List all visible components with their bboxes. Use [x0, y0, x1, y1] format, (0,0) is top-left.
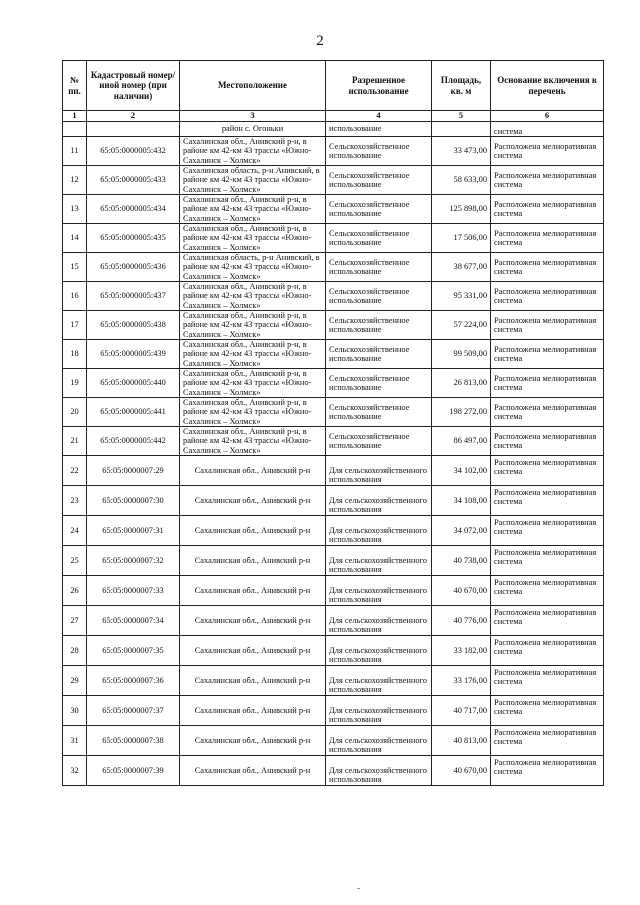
- table-row: [63, 427, 604, 456]
- table-row: [63, 666, 604, 696]
- table-row: [63, 696, 604, 726]
- area-value: 34 102,00: [432, 456, 491, 486]
- continuation-location: район с. Огоньки: [180, 122, 326, 137]
- page-number: 2: [316, 33, 324, 49]
- permitted-use: Для сельскохозяйственного использования: [326, 546, 432, 576]
- location: Сахалинская обл., Анивский р-н: [180, 456, 326, 486]
- cadastral-number: 65:05:0000005:435: [87, 224, 180, 253]
- location: Сахалинская обл., Анивский р-н, в районе км 42-км 43 трассы «Южно-Сахалинск – Холмск»: [180, 282, 326, 311]
- row-number: 24: [63, 516, 87, 546]
- row-number: 31: [63, 726, 87, 756]
- location: Сахалинская обл., Анивский р-н, в районе км 42-км 43 трассы «Южно-Сахалинск – Холмск»: [180, 369, 326, 398]
- table-row: [63, 546, 604, 576]
- inclusion-basis: Расположена мелиоративная система: [491, 427, 604, 456]
- table-row: [63, 636, 604, 666]
- column-number: 5: [432, 111, 491, 122]
- location: Сахалинская обл., Анивский р-н: [180, 696, 326, 726]
- continuation-row: [63, 122, 604, 137]
- permitted-use: Для сельскохозяйственного использования: [326, 486, 432, 516]
- inclusion-basis: Расположена мелиоративная система: [491, 340, 604, 369]
- row-number: 28: [63, 636, 87, 666]
- continuation-basis: система: [491, 122, 604, 137]
- inclusion-basis: Расположена мелиоративная система: [491, 666, 604, 696]
- permitted-use: Сельскохозяйственное использование: [326, 369, 432, 398]
- location: Сахалинская область, р-н Анивский, в районе км 42-км 43 трассы «Южно-Сахалинск – Холмск»: [180, 253, 326, 282]
- location: Сахалинская обл., Анивский р-н: [180, 486, 326, 516]
- permitted-use: Для сельскохозяйственного использования: [326, 666, 432, 696]
- permitted-use: Для сельскохозяйственного использования: [326, 576, 432, 606]
- permitted-use: Сельскохозяйственное использование: [326, 253, 432, 282]
- row-number: 23: [63, 486, 87, 516]
- cadastral-number: 65:05:0000007:38: [87, 726, 180, 756]
- area-value: 34 072,00: [432, 516, 491, 546]
- location: Сахалинская обл., Анивский р-н: [180, 726, 326, 756]
- row-number: 18: [63, 340, 87, 369]
- area-value: 86 497,00: [432, 427, 491, 456]
- location: Сахалинская обл., Анивский р-н: [180, 606, 326, 636]
- area-value: 58 633,00: [432, 166, 491, 195]
- cadastral-number: 65:05:0000007:36: [87, 666, 180, 696]
- row-number: 26: [63, 576, 87, 606]
- cadastral-number: 65:05:0000007:31: [87, 516, 180, 546]
- permitted-use: Для сельскохозяйственного использования: [326, 636, 432, 666]
- row-number: 17: [63, 311, 87, 340]
- row-number: 13: [63, 195, 87, 224]
- permitted-use: Для сельскохозяйственного использования: [326, 756, 432, 786]
- area-value: 40 717,00: [432, 696, 491, 726]
- column-number-row: [63, 111, 604, 122]
- table-row: [63, 224, 604, 253]
- cadastral-number: 65:05:0000005:437: [87, 282, 180, 311]
- table-row: [63, 456, 604, 486]
- table-row: [63, 340, 604, 369]
- header-area: Площадь, кв. м: [432, 61, 491, 111]
- inclusion-basis: Расположена мелиоративная система: [491, 486, 604, 516]
- location: Сахалинская обл., Анивский р-н: [180, 756, 326, 786]
- land-plots-table: [62, 60, 604, 786]
- row-number: 11: [63, 137, 87, 166]
- table-body: [63, 122, 604, 786]
- area-value: 33 182,00: [432, 636, 491, 666]
- area-value: 40 670,00: [432, 756, 491, 786]
- permitted-use: Сельскохозяйственное использование: [326, 166, 432, 195]
- header-no: № пп.: [63, 61, 87, 111]
- row-number: 12: [63, 166, 87, 195]
- inclusion-basis: Расположена мелиоративная система: [491, 576, 604, 606]
- inclusion-basis: Расположена мелиоративная система: [491, 606, 604, 636]
- table-row: [63, 756, 604, 786]
- location: Сахалинская обл., Анивский р-н: [180, 546, 326, 576]
- permitted-use: Сельскохозяйственное использование: [326, 427, 432, 456]
- table-row: [63, 137, 604, 166]
- cadastral-number: 65:05:0000007:34: [87, 606, 180, 636]
- column-number: 1: [63, 111, 87, 122]
- location: Сахалинская обл., Анивский р-н: [180, 576, 326, 606]
- column-number: 6: [491, 111, 604, 122]
- cadastral-number: 65:05:0000005:438: [87, 311, 180, 340]
- inclusion-basis: Расположена мелиоративная система: [491, 546, 604, 576]
- cadastral-number: 65:05:0000007:33: [87, 576, 180, 606]
- area-value: 95 331,00: [432, 282, 491, 311]
- column-number: 2: [87, 111, 180, 122]
- area-value: 33 473,00: [432, 137, 491, 166]
- location: Сахалинская обл., Анивский р-н, в районе км 42-км 43 трассы «Южно-Сахалинск – Холмск»: [180, 137, 326, 166]
- area-value: 33 176,00: [432, 666, 491, 696]
- location: Сахалинская обл., Анивский р-н: [180, 666, 326, 696]
- header-location: Местоположение: [180, 61, 326, 111]
- inclusion-basis: Расположена мелиоративная система: [491, 224, 604, 253]
- table-header-row: [63, 61, 604, 111]
- table-row: [63, 726, 604, 756]
- area-value: 40 670,00: [432, 576, 491, 606]
- column-number: 4: [326, 111, 432, 122]
- inclusion-basis: Расположена мелиоративная система: [491, 456, 604, 486]
- table-row: [63, 282, 604, 311]
- row-number: 20: [63, 398, 87, 427]
- area-value: 17 506,00: [432, 224, 491, 253]
- permitted-use: Сельскохозяйственное использование: [326, 311, 432, 340]
- permitted-use: Сельскохозяйственное использование: [326, 282, 432, 311]
- inclusion-basis: Расположена мелиоративная система: [491, 137, 604, 166]
- table-row: [63, 606, 604, 636]
- location: Сахалинская обл., Анивский р-н: [180, 516, 326, 546]
- inclusion-basis: Расположена мелиоративная система: [491, 696, 604, 726]
- permitted-use: Для сельскохозяйственного использования: [326, 456, 432, 486]
- location: Сахалинская обл., Анивский р-н, в районе км 42-км 43 трассы «Южно-Сахалинск – Холмск»: [180, 398, 326, 427]
- cadastral-number: 65:05:0000005:432: [87, 137, 180, 166]
- cadastral-number: 65:05:0000005:440: [87, 369, 180, 398]
- location: Сахалинская обл., Анивский р-н, в районе км 42-км 43 трассы «Южно-Сахалинск – Холмск»: [180, 427, 326, 456]
- inclusion-basis: Расположена мелиоративная система: [491, 516, 604, 546]
- cadastral-number: 65:05:0000007:39: [87, 756, 180, 786]
- cadastral-number: 65:05:0000007:30: [87, 486, 180, 516]
- table-row: [63, 166, 604, 195]
- inclusion-basis: Расположена мелиоративная система: [491, 311, 604, 340]
- area-value: 125 898,00: [432, 195, 491, 224]
- row-number: 15: [63, 253, 87, 282]
- area-value: 99 509,00: [432, 340, 491, 369]
- table-row: [63, 486, 604, 516]
- location: Сахалинская обл., Анивский р-н, в районе км 42-км 43 трассы «Южно-Сахалинск – Холмск»: [180, 340, 326, 369]
- row-number: 19: [63, 369, 87, 398]
- table-row: [63, 369, 604, 398]
- cadastral-number: 65:05:0000005:439: [87, 340, 180, 369]
- cadastral-number: 65:05:0000005:441: [87, 398, 180, 427]
- area-value: 40 738,00: [432, 546, 491, 576]
- row-number: 16: [63, 282, 87, 311]
- area-value: 26 813,00: [432, 369, 491, 398]
- header-basis: Основание включения в перечень: [491, 61, 604, 111]
- inclusion-basis: Расположена мелиоративная система: [491, 636, 604, 666]
- permitted-use: Сельскохозяйственное использование: [326, 137, 432, 166]
- location: Сахалинская область, р-н Анивский, в районе км 42-км 43 трассы «Южно-Сахалинск – Холмск»: [180, 166, 326, 195]
- row-number: 25: [63, 546, 87, 576]
- cadastral-number: 65:05:0000007:35: [87, 636, 180, 666]
- area-value: 38 677,00: [432, 253, 491, 282]
- column-number: 3: [180, 111, 326, 122]
- cadastral-number: 65:05:0000007:29: [87, 456, 180, 486]
- header-use: Разрешенное использование: [326, 61, 432, 111]
- row-number: 21: [63, 427, 87, 456]
- row-number: 14: [63, 224, 87, 253]
- continuation-use: использование: [326, 122, 432, 137]
- area-value: 57 224,00: [432, 311, 491, 340]
- inclusion-basis: Расположена мелиоративная система: [491, 253, 604, 282]
- permitted-use: Сельскохозяйственное использование: [326, 195, 432, 224]
- permitted-use: Для сельскохозяйственного использования: [326, 516, 432, 546]
- header-cadastral: Кадастровый номер/иной номер (при наличии): [87, 61, 180, 111]
- scan-dot: [357, 888, 360, 889]
- area-value: 198 272,00: [432, 398, 491, 427]
- table-row: [63, 253, 604, 282]
- area-value: 40 813,00: [432, 726, 491, 756]
- permitted-use: Для сельскохозяйственного использования: [326, 696, 432, 726]
- cadastral-number: 65:05:0000007:37: [87, 696, 180, 726]
- row-number: 30: [63, 696, 87, 726]
- area-value: 40 776,00: [432, 606, 491, 636]
- row-number: 27: [63, 606, 87, 636]
- table-row: [63, 516, 604, 546]
- inclusion-basis: Расположена мелиоративная система: [491, 369, 604, 398]
- permitted-use: Сельскохозяйственное использование: [326, 224, 432, 253]
- permitted-use: Сельскохозяйственное использование: [326, 340, 432, 369]
- location: Сахалинская обл., Анивский р-н, в районе км 42-км 43 трассы «Южно-Сахалинск – Холмск»: [180, 195, 326, 224]
- inclusion-basis: Расположена мелиоративная система: [491, 398, 604, 427]
- permitted-use: Сельскохозяйственное использование: [326, 398, 432, 427]
- table-row: [63, 311, 604, 340]
- row-number: 32: [63, 756, 87, 786]
- cadastral-number: 65:05:0000005:442: [87, 427, 180, 456]
- cadastral-number: 65:05:0000007:32: [87, 546, 180, 576]
- cadastral-number: 65:05:0000005:433: [87, 166, 180, 195]
- permitted-use: Для сельскохозяйственного использования: [326, 606, 432, 636]
- permitted-use: Для сельскохозяйственного использования: [326, 726, 432, 756]
- row-number: 22: [63, 456, 87, 486]
- area-value: 34 108,00: [432, 486, 491, 516]
- location: Сахалинская обл., Анивский р-н, в районе км 42-км 43 трассы «Южно-Сахалинск – Холмск»: [180, 224, 326, 253]
- inclusion-basis: Расположена мелиоративная система: [491, 726, 604, 756]
- table-row: [63, 195, 604, 224]
- table-row: [63, 576, 604, 606]
- inclusion-basis: Расположена мелиоративная система: [491, 756, 604, 786]
- location: Сахалинская обл., Анивский р-н, в районе км 42-км 43 трассы «Южно-Сахалинск – Холмск»: [180, 311, 326, 340]
- table-row: [63, 398, 604, 427]
- inclusion-basis: Расположена мелиоративная система: [491, 282, 604, 311]
- inclusion-basis: Расположена мелиоративная система: [491, 166, 604, 195]
- row-number: 29: [63, 666, 87, 696]
- cadastral-number: 65:05:0000005:434: [87, 195, 180, 224]
- cadastral-number: 65:05:0000005:436: [87, 253, 180, 282]
- inclusion-basis: Расположена мелиоративная система: [491, 195, 604, 224]
- location: Сахалинская обл., Анивский р-н: [180, 636, 326, 666]
